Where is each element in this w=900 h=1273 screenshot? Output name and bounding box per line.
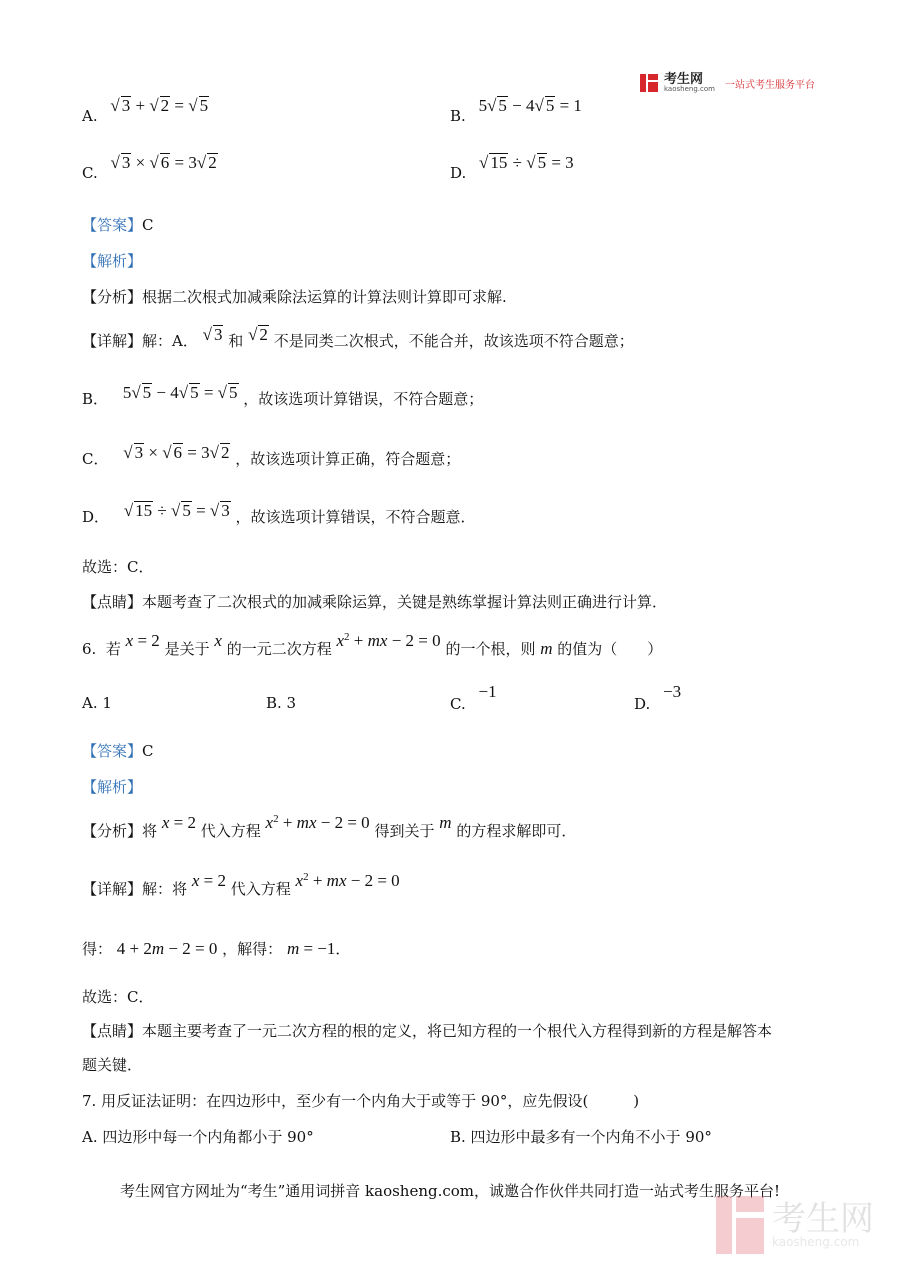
q5-option-d: D. √ 15 ÷ √ 5 = 3 — [450, 153, 574, 182]
q5-xiangjie-d: D． √ 15 ÷ √ 5 = √ 3 ，故该选项计算错误，不符合题意． — [82, 501, 476, 526]
q5-analysis-tag: 【解析】 — [82, 252, 143, 270]
q6-xiangjie: 【详解】解：将 x = 2 代入方程 $x^2$ + mx − 2 = 0 — [82, 871, 400, 898]
q5-option-c: C. √ 3 × √ 6 = 3√ 2 — [82, 153, 217, 182]
watermark-name: 考生网 — [772, 1199, 874, 1239]
q5-fenxi: 【分析】根据二次根式加减乘除法运算的计算法则计算即可求解. — [82, 288, 507, 306]
q6-answer: 【答案】C — [82, 742, 154, 760]
page-footer: 考生网官方网址为“考生”通用词拼音 kaosheng.com，诚邀合作伙伴共同打造一站式考生服务平台! — [119, 1182, 781, 1200]
q7-stem: 7. 用反证法证明：在四边形中，至少有一个内角大于或等于 90°，应先假设( ) — [82, 1092, 640, 1110]
q6-analysis-tag: 【解析】 — [82, 778, 143, 796]
header-logo — [640, 72, 815, 94]
watermark-logo — [716, 1196, 874, 1254]
q6-dianjing-line1: 【点睛】本题主要考查了一元二次方程的根的定义，将已知方程的一个根代入方程得到新的方程是解答本 — [82, 1022, 773, 1040]
logo-domain: kaosheng.com — [664, 85, 715, 93]
q6-fenxi: 【分析】将 x = 2 代入方程 $x^2$ + mx − 2 = 0 得到关于 m 的方程求解即可． — [82, 813, 577, 840]
logo-mark-icon — [640, 74, 658, 92]
watermark-domain: kaosheng.com — [772, 1235, 860, 1249]
q6-option-b: B. 3 — [266, 694, 297, 712]
watermark-mark-icon — [716, 1196, 764, 1254]
q5-guxuan: 故选：C． — [82, 558, 154, 576]
logo-slogan: 一站式考生服务平台 — [724, 79, 815, 91]
q5-xiangjie-a: 【详解】解：A． √ 3 和 √ 2 不是同类二次根式，不能合并，故该选项不符合题意； — [82, 325, 634, 350]
q6-option-c: C. −1 — [450, 682, 497, 713]
q5-xiangjie-b: B． 5√ 5 − 4√ 5 = √ 5 ，故该选项计算错误，不符合题意； — [82, 383, 484, 408]
q5-xiangjie-c: C． √ 3 × √ 6 = 3√ 2 ，故该选项计算正确，符合题意； — [82, 443, 461, 468]
q5-dianjing: 【点睛】本题考查了二次根式的加减乘除运算，关键是熟练掌握计算法则正确进行计算． — [82, 593, 668, 611]
q5-answer: 【答案】C — [82, 216, 154, 234]
q7-option-b: B. 四边形中最多有一个内角不小于 90° — [450, 1128, 712, 1146]
q7-option-a: A. 四边形中每一个内角都小于 90° — [82, 1128, 314, 1146]
q6-solution: 得： 4 + 2m − 2 = 0 ，解得： m = −1． — [82, 939, 351, 958]
q5-option-b: B. 5√ 5 − 4√ 5 = 1 — [450, 96, 582, 125]
q5-option-a: A. √ 3 + √ 2 = √ 5 — [82, 96, 209, 125]
q6-option-d: D. −3 — [634, 682, 682, 713]
q6-dianjing-line2: 题关键． — [82, 1056, 143, 1074]
q6-option-a: A. 1 — [82, 694, 112, 712]
q6-stem: 6. 若 x = 2 是关于 x 的一元二次方程 $x^2$ + mx − 2 = 0 的一个根，则 m 的值为（ ） — [82, 631, 663, 658]
q6-guxuan: 故选：C． — [82, 988, 154, 1006]
logo-name: 考生网 — [664, 72, 704, 87]
